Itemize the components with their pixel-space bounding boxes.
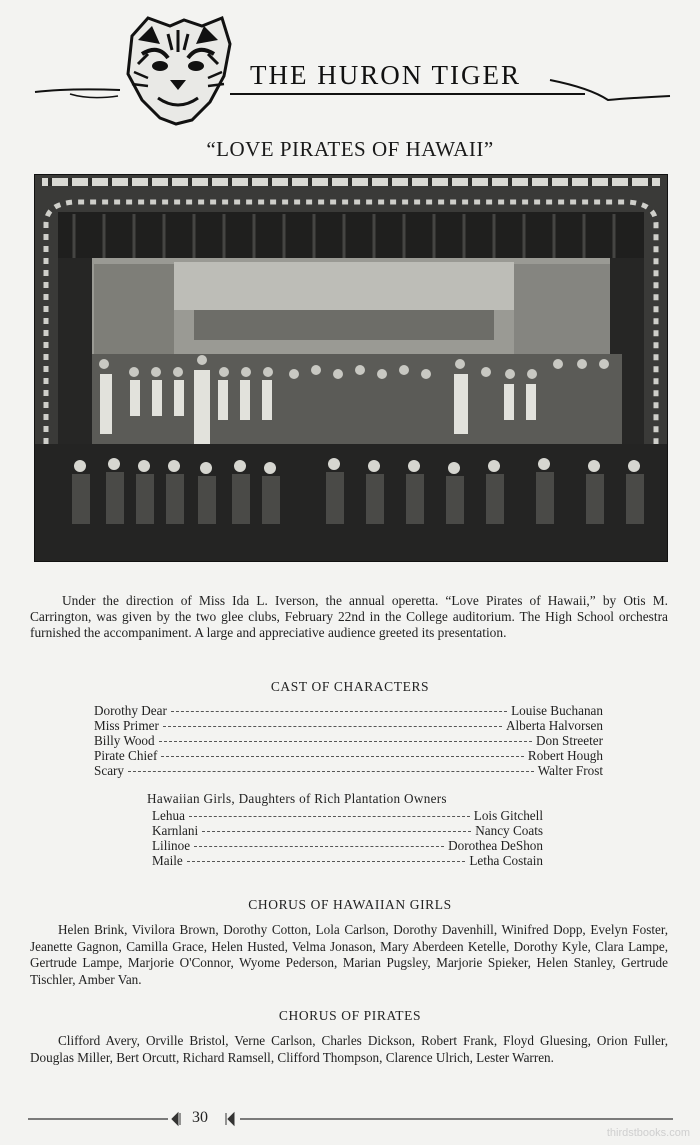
leader-dots — [128, 771, 534, 772]
leader-dots — [163, 726, 502, 727]
leader-dots — [202, 831, 471, 832]
actor-name: Louise Buchanan — [511, 703, 603, 718]
chorus-girls-names — [30, 922, 668, 988]
cast-row — [152, 853, 543, 868]
cast-heading: CAST OF CHARACTERS — [270, 679, 430, 694]
cast-row — [94, 763, 603, 778]
hawaiian-girls-cast-list — [152, 808, 543, 868]
actor-name: Lois Gitchell — [473, 808, 543, 823]
role-name: Lehua — [152, 808, 185, 823]
actor-name: Dorothea DeShon — [448, 838, 543, 853]
footer-rule — [28, 1105, 673, 1131]
intro-text: Under the direction of Miss Ida L. Iverson, the annual operetta. “Love Pirates of Hawaii,” by Otis M. Carrington, was given by the two glee clubs, February 22nd in the College auditorium. The High School orchestra furnished the accompaniment. A large and appreciative audience greeted its presentation. — [30, 593, 668, 640]
cast-row — [94, 748, 603, 763]
actor-name: Letha Costain — [469, 853, 543, 868]
actor-name: Don Streeter — [535, 733, 603, 748]
role-name: Karnlani — [152, 823, 199, 838]
page-number: 30 — [192, 1109, 208, 1126]
leader-dots — [187, 861, 466, 862]
cast-row — [94, 718, 603, 733]
role-name: Pirate Chief — [94, 748, 158, 763]
role-name: Scary — [94, 763, 125, 778]
cast-row — [152, 838, 543, 853]
actor-name: Nancy Coats — [475, 823, 543, 838]
role-name: Miss Primer — [94, 718, 159, 733]
masthead-title: THE HURON TIGER — [250, 60, 521, 90]
role-name: Dorothy Dear — [94, 703, 167, 718]
chorus-girls-text: Helen Brink, Vivilora Brown, Dorothy Cotton, Lola Carlson, Dorothy Davenhill, Winifred Dopp, Evelyn Foster, Jeanette Gagnon, Camilla Grace, Helen Husted, Velma Jonason, Mary Aberdeen Ketelle, Dorothy Kyle, Clara Lampe, Gertrude Lampe, Marjorie O'Connor, Wyome Pederson, Marian Pugsley, Marjorie Spieker, Helen Stanley, Gertrude Tischler, Amber Van. — [30, 922, 668, 987]
chorus-pirates-heading: CHORUS OF PIRATES — [278, 1008, 422, 1023]
cast-subheading: Hawaiian Girls, Daughters of Rich Plantation Owners — [147, 791, 447, 806]
cast-row — [152, 808, 543, 823]
actor-name: Alberta Halvorsen — [505, 718, 603, 733]
chorus-pirates-names — [30, 1033, 668, 1066]
article-title: “LOVE PIRATES OF HAWAII” — [206, 137, 494, 161]
actor-name: Robert Hough — [527, 748, 603, 763]
leader-dots — [194, 846, 444, 847]
cast-row — [94, 733, 603, 748]
role-name: Billy Wood — [94, 733, 155, 748]
chorus-girls-heading: CHORUS OF HAWAIIAN GIRLS — [248, 897, 452, 912]
actor-name: Walter Frost — [537, 763, 603, 778]
watermark: thirdstbooks.com — [606, 1127, 690, 1139]
role-name: Lilinoe — [152, 838, 191, 853]
role-name: Maile — [152, 853, 183, 868]
intro-paragraph — [30, 593, 668, 641]
leader-dots — [159, 741, 532, 742]
cast-row — [152, 823, 543, 838]
leader-dots — [171, 711, 507, 712]
stage-photograph — [34, 174, 668, 562]
cast-row — [94, 703, 603, 718]
principal-cast-list — [94, 703, 603, 778]
leader-dots — [189, 816, 470, 817]
chorus-pirates-text: Clifford Avery, Orville Bristol, Verne Carlson, Charles Dickson, Robert Frank, Floyd Gluesing, Orion Fuller, Douglas Miller, Bert Orcutt, Richard Ramsell, Clifford Thompson, Clarence Ulrich, Lester Warren. — [30, 1033, 668, 1065]
leader-dots — [161, 756, 524, 757]
